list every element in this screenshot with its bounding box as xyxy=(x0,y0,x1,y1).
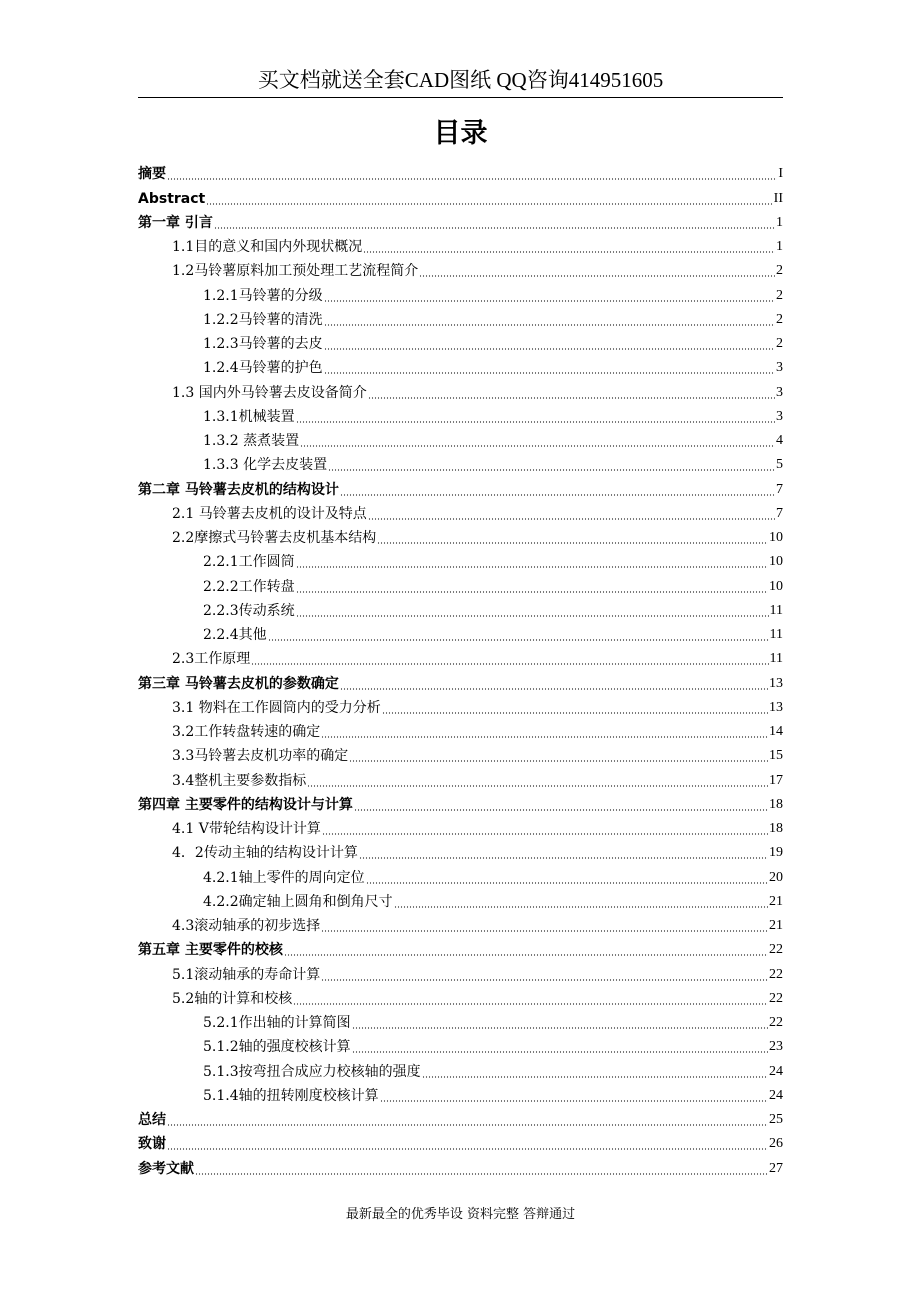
toc-entry[interactable] xyxy=(138,256,783,280)
toc-entry[interactable] xyxy=(138,1105,783,1129)
toc-entry-label: 5.2.1作出轴的计算简图 xyxy=(203,1015,351,1031)
toc-entry-label: 2.2摩擦式马铃薯去皮机基本结构 xyxy=(172,530,377,546)
toc-entry-page-number: 7 xyxy=(776,481,783,497)
toc-entry[interactable] xyxy=(138,814,783,838)
toc-entry-label: 1.2.3马铃薯的去皮 xyxy=(203,336,323,352)
toc-dot-leader xyxy=(321,930,768,932)
toc-dot-leader xyxy=(368,397,775,399)
toc-entry-label: 1.3.1机械装置 xyxy=(203,408,295,425)
toc-entry-page-number: 14 xyxy=(769,724,783,739)
toc-entry[interactable] xyxy=(138,1056,783,1080)
toc-dot-leader xyxy=(328,469,775,471)
toc-entry-label: 1.2马铃薯原料加工预处理工艺流程简介 xyxy=(172,263,419,280)
toc-entry-label: 5.2轴的计算和校核 xyxy=(172,990,293,1007)
toc-entry[interactable] xyxy=(138,183,783,207)
toc-entry-page-number: II xyxy=(773,190,783,206)
toc-entry-page-number: 18 xyxy=(769,796,783,812)
toc-entry-page-number: 2 xyxy=(776,287,783,303)
toc-entry-label: 4.2.1轴上零件的周向定位 xyxy=(203,869,365,886)
toc-entry-label: 1.3.3 化学去皮装置 xyxy=(203,457,328,474)
toc-entry-page-number: 4 xyxy=(776,433,783,448)
toc-dot-leader xyxy=(359,857,768,859)
toc-entry-label: 总结 xyxy=(138,1112,166,1128)
toc-entry[interactable] xyxy=(138,571,783,595)
toc-dot-leader xyxy=(296,615,769,617)
toc-entry-page-number: 13 xyxy=(769,675,783,691)
toc-entry-page-number: 3 xyxy=(776,360,783,376)
toc-entry-page-number: 1 xyxy=(776,239,783,254)
page-header: 买文档就送全套CAD图纸 QQ咨询414951605 xyxy=(257,68,664,92)
page-footer: 最新最全的优秀毕设 资料完整 答辩通过 xyxy=(345,1207,576,1222)
toc-entry-label: 4.3滚动轴承的初步选择 xyxy=(172,918,321,934)
toc-dot-leader xyxy=(419,275,775,277)
toc-entry-page-number: 18 xyxy=(769,821,783,836)
toc-dot-leader xyxy=(368,518,775,520)
toc-dot-leader xyxy=(324,324,775,326)
toc-dot-leader xyxy=(422,1076,768,1078)
toc-entry-label: 3.3马铃薯去皮机功率的确定 xyxy=(172,748,349,765)
toc-dot-leader xyxy=(307,785,768,787)
toc-entry[interactable] xyxy=(138,305,783,329)
toc-entry-page-number: 22 xyxy=(769,1015,783,1030)
toc-entry-label: 1.2.2马铃薯的清洗 xyxy=(203,311,323,328)
toc-entry-page-number: I xyxy=(778,166,783,182)
toc-entry[interactable] xyxy=(138,1129,783,1153)
toc-dot-leader xyxy=(296,566,768,568)
toc-entry-label: 5.1.4轴的扭转刚度校核计算 xyxy=(203,1087,379,1104)
toc-entry[interactable] xyxy=(138,935,783,959)
toc-entry-page-number: 21 xyxy=(769,918,783,933)
toc-entry[interactable] xyxy=(138,547,783,571)
toc-entry-page-number: 26 xyxy=(769,1136,783,1152)
toc-entry[interactable] xyxy=(138,353,783,377)
toc-dot-leader xyxy=(293,1003,768,1005)
toc-entry[interactable] xyxy=(138,499,783,523)
toc-entry-page-number: 25 xyxy=(769,1112,783,1127)
toc-dot-leader xyxy=(324,300,775,302)
toc-entry-label: Abstract xyxy=(138,190,206,207)
toc-entry-label: 5.1.3按弯扭合成应力校核轴的强度 xyxy=(203,1063,421,1080)
toc-entry-page-number: 15 xyxy=(769,748,783,764)
toc-entry-label: 1.2.1马铃薯的分级 xyxy=(203,287,323,304)
toc-entry[interactable] xyxy=(138,377,783,401)
toc-entry[interactable] xyxy=(138,668,783,692)
toc-entry[interactable] xyxy=(138,717,783,741)
toc-entry-page-number: 11 xyxy=(769,602,783,618)
toc-entry-page-number: 7 xyxy=(776,505,783,521)
toc-entry-page-number: 2 xyxy=(776,311,783,327)
toc-dot-leader xyxy=(167,178,777,180)
toc-entry-page-number: 13 xyxy=(769,699,783,715)
toc-dot-leader xyxy=(322,833,768,835)
toc-entry-page-number: 2 xyxy=(776,336,783,351)
toc-entry-page-number: 24 xyxy=(769,1087,783,1103)
toc-entry[interactable] xyxy=(138,959,783,983)
toc-entry[interactable] xyxy=(138,159,783,183)
toc-entry-label: 4.1 V带轮结构设计计算 xyxy=(172,821,321,837)
toc-entry-page-number: 21 xyxy=(769,893,783,909)
toc-entry-label: 第一章 引言 xyxy=(138,214,213,231)
toc-entry-label: 2.2.2工作转盘 xyxy=(203,578,295,595)
toc-dot-leader xyxy=(380,1100,768,1102)
toc-entry-label: 5.1滚动轴承的寿命计算 xyxy=(172,966,321,983)
toc-entry[interactable] xyxy=(138,790,783,814)
toc-entry-page-number: 11 xyxy=(769,651,783,667)
toc-entry-page-number: 22 xyxy=(769,990,783,1006)
toc-entry-label: 1.3 国内外马铃薯去皮设备简介 xyxy=(172,384,367,401)
toc-entry[interactable] xyxy=(138,1081,783,1105)
toc-entry-page-number: 20 xyxy=(769,869,783,885)
toc-dot-leader xyxy=(366,882,768,884)
toc-dot-leader xyxy=(352,1027,768,1029)
toc-entry-label: 2.2.3传动系统 xyxy=(203,602,295,619)
toc-dot-leader xyxy=(300,445,775,447)
toc-entry-label: 第二章 马铃薯去皮机的结构设计 xyxy=(138,481,339,498)
toc-entry[interactable] xyxy=(138,329,783,353)
toc-entry[interactable] xyxy=(138,644,783,668)
toc-entry-label: 2.3工作原理 xyxy=(172,651,251,668)
toc-dot-leader xyxy=(321,979,768,981)
toc-dot-leader xyxy=(167,1148,768,1150)
toc-entry[interactable] xyxy=(138,984,783,1008)
toc-entry[interactable] xyxy=(138,838,783,862)
toc-entry-page-number: 22 xyxy=(769,942,783,958)
toc-entry-label: 2.1 马铃薯去皮机的设计及特点 xyxy=(172,505,367,522)
toc-entry[interactable] xyxy=(138,450,783,474)
toc-entry-page-number: 3 xyxy=(776,408,783,424)
toc-dot-leader xyxy=(324,348,775,350)
toc-entry-label: 1.3.2 蒸煮装置 xyxy=(203,433,300,449)
toc-entry[interactable] xyxy=(138,402,783,426)
toc-entry-page-number: 10 xyxy=(769,530,783,545)
toc-entry-label: 第四章 主要零件的结构设计与计算 xyxy=(138,796,353,813)
toc-entry-page-number: 19 xyxy=(769,845,783,861)
toc-entry[interactable] xyxy=(138,232,783,256)
toc-dot-leader xyxy=(195,1173,768,1175)
toc-entry-label: 摘要 xyxy=(138,166,166,183)
toc-entry-label: 3.4整机主要参数指标 xyxy=(172,772,307,789)
toc-entry-page-number: 3 xyxy=(776,384,783,400)
toc-entry-page-number: 2 xyxy=(776,263,783,279)
toc-dot-leader xyxy=(363,251,775,253)
toc-entry-label: 1.1目的意义和国内外现状概况 xyxy=(172,239,363,255)
toc-entry-page-number: 10 xyxy=(769,554,783,570)
toc-entry-page-number: 11 xyxy=(769,627,783,642)
toc-entry[interactable] xyxy=(138,523,783,547)
toc-dot-leader xyxy=(214,227,775,229)
toc-entry[interactable] xyxy=(138,741,783,765)
toc-dot-leader xyxy=(352,1051,768,1053)
toc-dot-leader xyxy=(340,494,775,496)
toc-dot-leader xyxy=(296,591,768,593)
toc-entry-label: 第三章 马铃薯去皮机的参数确定 xyxy=(138,675,339,692)
toc-entry[interactable] xyxy=(138,280,783,304)
toc-entry[interactable] xyxy=(138,426,783,450)
toc-dot-leader xyxy=(251,663,768,665)
toc-dot-leader xyxy=(321,736,768,738)
toc-entry[interactable] xyxy=(138,911,783,935)
toc-entry[interactable] xyxy=(138,862,783,886)
header-divider xyxy=(138,97,783,98)
toc-entry-label: 1.2.4马铃薯的护色 xyxy=(203,360,323,377)
toc-dot-leader xyxy=(206,203,772,205)
toc-entry-page-number: 17 xyxy=(769,772,783,788)
toc-dot-leader xyxy=(349,760,768,762)
page-title: 目录 xyxy=(433,118,488,149)
toc-entry-label: 3.2工作转盘转速的确定 xyxy=(172,724,321,740)
toc-entry-page-number: 23 xyxy=(769,1039,783,1055)
toc-entry[interactable] xyxy=(138,1008,783,1032)
toc-dot-leader xyxy=(296,421,775,423)
toc-entry-page-number: 5 xyxy=(776,457,783,473)
toc-entry[interactable] xyxy=(138,693,783,717)
toc-dot-leader xyxy=(354,809,768,811)
toc-dot-leader xyxy=(394,906,768,908)
toc-dot-leader xyxy=(284,954,768,956)
toc-entry-label: 4.2.2确定轴上圆角和倒角尺寸 xyxy=(203,893,393,910)
toc-entry-page-number: 10 xyxy=(769,578,783,594)
toc-entry[interactable] xyxy=(138,1153,783,1177)
toc-dot-leader xyxy=(268,639,769,641)
toc-dot-leader xyxy=(324,372,775,374)
toc-entry-label: 2.2.1工作圆筒 xyxy=(203,554,295,571)
toc-entry[interactable] xyxy=(138,474,783,498)
toc-dot-leader xyxy=(377,542,768,544)
toc-entry[interactable] xyxy=(138,596,783,620)
toc-entry[interactable] xyxy=(138,208,783,232)
toc-dot-leader xyxy=(340,688,768,690)
toc-entry-label: 3.1 物料在工作圆筒内的受力分析 xyxy=(172,699,381,716)
toc-entry-page-number: 1 xyxy=(776,214,783,230)
toc-entry-label: 5.1.2轴的强度校核计算 xyxy=(203,1039,351,1056)
toc-entry-label: 第五章 主要零件的校核 xyxy=(138,942,283,959)
toc-entry-page-number: 27 xyxy=(769,1160,783,1176)
toc-entry-label: 参考文献 xyxy=(138,1160,194,1177)
toc-entry-label: 4．2传动主轴的结构设计计算 xyxy=(172,845,358,862)
toc-entry-page-number: 24 xyxy=(769,1063,783,1079)
table-of-contents xyxy=(138,159,783,1178)
toc-entry[interactable] xyxy=(138,887,783,911)
toc-entry[interactable] xyxy=(138,620,783,644)
toc-dot-leader xyxy=(382,712,768,714)
toc-entry[interactable] xyxy=(138,765,783,789)
toc-entry[interactable] xyxy=(138,1032,783,1056)
toc-entry-label: 致谢 xyxy=(138,1136,166,1153)
toc-entry-label: 2.2.4其他 xyxy=(203,627,267,643)
toc-entry-page-number: 22 xyxy=(769,966,783,982)
toc-dot-leader xyxy=(167,1124,768,1126)
